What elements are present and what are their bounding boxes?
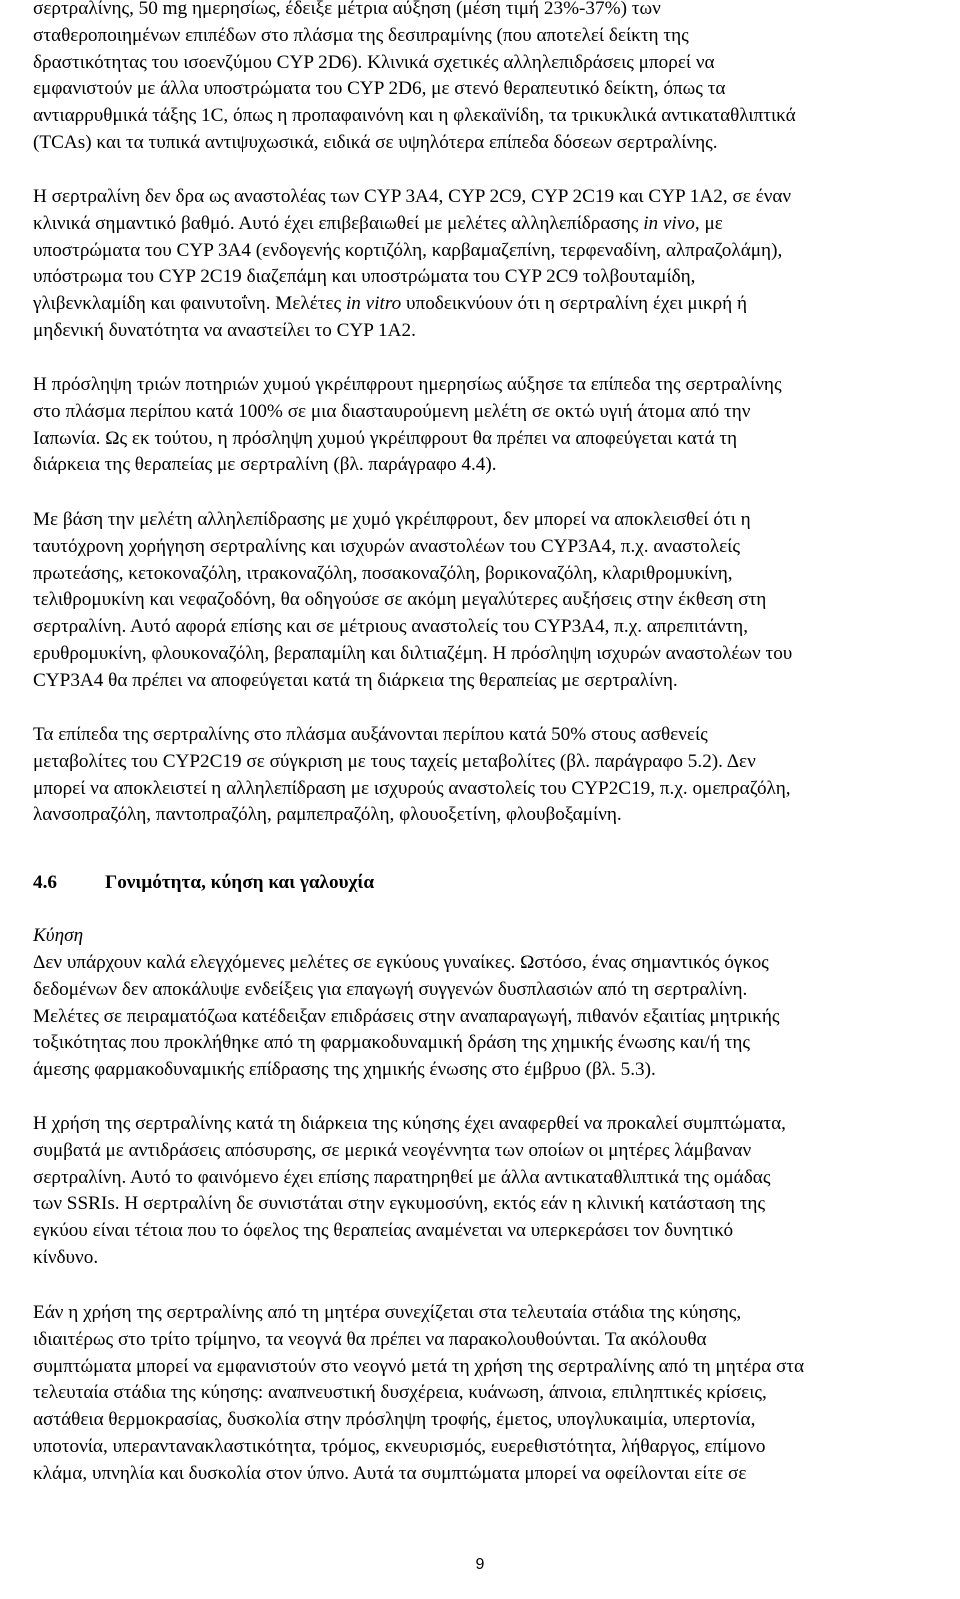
paragraph-cyp-inhibitors: [33, 184, 933, 345]
text-line: λανσοπραζόλη, παντοπραζόλη, ραμπεπραζόλη, φλουοξετίνη, φλουβοξαμίνη.: [33, 804, 622, 826]
paragraph-cyp3a4-inhibitors: [33, 507, 933, 695]
text-line: υπόστρωμα του CYP 2C19 διαζεπάμη και υποστρώματα του CYP 2C9 τολβουταμίδη,: [33, 266, 696, 288]
text-line: στο πλάσμα περίπου κατά 100% σε μια διασταυρούμενη μελέτη σε οκτώ υγιή άτομα από την: [33, 400, 751, 422]
text-line: σταθεροποιημένων επιπέδων στο πλάσμα της δεσιπραμίνης (που αποτελεί δείκτη της: [33, 24, 689, 46]
paragraph-withdrawal-symptoms: [33, 1111, 933, 1272]
text-line: εγκύου είναι τέτοια που το όφελος της θεραπείας αναμένεται να υπερκεράσει τον δυνητικό: [33, 1220, 734, 1242]
text-line: υποτονία, υπεραντανακλαστικότητα, τρόμος, εκνευρισμός, ευερεθιστότητα, λήθαργος, επίμονο: [33, 1435, 766, 1457]
text-line: [33, 291, 933, 318]
text-line: [33, 211, 933, 238]
section-title: Γονιμότητα, κύηση και γαλουχία: [105, 872, 375, 893]
text-line: σερτραλίνη. Αυτό το φαινόμενο έχει επίσης παρατηρηθεί με άλλα αντικαταθλιπτικά της ομάδας: [33, 1166, 771, 1188]
paragraph-cyp2c19: [33, 722, 933, 829]
text-segment: κλινικά σημαντικό βαθμό. Αυτό έχει επιβεβαιωθεί με μελέτες αλληλεπίδρασης: [33, 212, 644, 234]
text-line: Με βάση την μελέτη αλληλεπίδρασης με χυμό γκρέιπφρουτ, δεν μπορεί να αποκλεισθεί ότι η: [33, 509, 751, 530]
section-heading: [33, 870, 374, 897]
text-segment: γλιβενκλαμίδη και φαινυτοΐνη. Μελέτες: [33, 293, 346, 315]
text-segment: υποδεικνύουν ότι η σερτραλίνη έχει μικρή ή: [401, 293, 747, 315]
text-line: ερυθρομυκίνη, φλουκοναζόλη, βεραπαμίλη και διλτιαζέμη. Η πρόσληψη ισχυρών αναστολέων του: [33, 642, 793, 664]
paragraph-neonatal-monitoring: [33, 1300, 933, 1488]
text-line: μπορεί να αποκλειστεί η αλληλεπίδραση με ισχυρούς αναστολείς του CYP2C19, π.χ. ομεπραζόλη,: [33, 777, 791, 799]
text-line: τελευταία στάδια της κύησης: αναπνευστική δυσχέρεια, κυάνωση, άπνοια, επιληπτικές κρίσεις,: [33, 1382, 767, 1404]
subheading-pregnancy: Κύηση: [33, 925, 84, 946]
text-line: κίνδυνο.: [33, 1246, 99, 1268]
italic-term: in vivo: [643, 212, 695, 234]
text-line: ταυτόχρονη χορήγηση σερτραλίνης και ισχυρών αναστολέων του CYP3A4, π.χ. αναστολείς: [33, 535, 740, 557]
text-line: πρωτεάσης, κετοκοναζόλη, ιτρακοναζόλη, ποσακοναζόλη, βορικοναζόλη, κλαριθρομυκίνη,: [33, 562, 733, 584]
text-line: Η σερτραλίνη δεν δρα ως αναστολέας των CYP 3A4, CYP 2C9, CYP 2C19 και CYP 1A2, σε έναν: [33, 186, 792, 207]
text-line: συμβατά με αντιδράσεις απόσυρσης, σε μερικά νεογέννητα των οποίων οι μητέρες λάμβαναν: [33, 1139, 752, 1161]
text-line: Η χρήση της σερτραλίνης κατά τη διάρκεια της κύησης έχει αναφερθεί να προκαλεί συμπτώματα,: [33, 1113, 786, 1134]
text-line: διάρκεια της θεραπείας με σερτραλίνη (βλ. παράγραφο 4.4).: [33, 454, 497, 476]
text-line: μεταβολίτες του CYP2C19 σε σύγκριση με τους ταχείς μεταβολίτες (βλ. παράγραφο 5.2). Δεν: [33, 750, 756, 772]
text-line: υποστρώματα του CYP 3A4 (ενδογενής κορτιζόλη, καρβαμαζεπίνη, τερφεναδίνη, αλπραζολάμη),: [33, 239, 783, 261]
text-line: Εάν η χρήση της σερτραλίνης από τη μητέρα συνεχίζεται στα τελευταία στάδια της κύησης,: [33, 1302, 742, 1323]
text-line: εμφανιστούν με άλλα υποστρώματα του CYP 2D6, με στενό θεραπευτικό δείκτη, όπως τα: [33, 78, 726, 100]
text-line: συμπτώματα μπορεί να εμφανιστούν στο νεογνό μετά τη χρήση της σερτραλίνης από τη μητέρα στα: [33, 1355, 805, 1377]
text-line: Τα επίπεδα της σερτραλίνης στο πλάσμα αυξάνονται περίπου κατά 50% στους ασθενείς: [33, 724, 708, 745]
text-line: των SSRIs. Η σερτραλίνη δε συνιστάται στην εγκυμοσύνη, εκτός εάν η κλινική κατάσταση της: [33, 1193, 766, 1215]
text-line: αντιαρρυθμικά τάξης 1C, όπως η προπαφαινόνη και η φλεκαϊνίδη, τα τρικυκλικά αντικαταθλιπτικά: [33, 105, 796, 127]
text-line: τοξικότητας που προκλήθηκε από τη φαρμακοδυναμική δράση της χημικής ένωσης και/ή της: [33, 1032, 750, 1054]
text-line: Μελέτες σε πειραματόζωα κατέδειξαν επιδράσεις στην αναπαραγωγή, πιθανόν εξαιτίας μητρικής: [33, 1005, 780, 1027]
text-line: δεδομένων δεν αποκάλυψε ενδείξεις για επαγωγή συγγενών δυσπλασιών από τη σερτραλίνη.: [33, 978, 748, 1000]
text-line: τελιθρομυκίνη και νεφαζοδόνη, θα οδηγούσε σε ακόμη μεγαλύτερες αυξήσεις στην έκθεση στη: [33, 589, 767, 611]
text-line: (TCAs) και τα τυπικά αντιψυχωσικά, ειδικά σε υψηλότερα επίπεδα δόσεων σερτραλίνης.: [33, 131, 718, 153]
paragraph-grapefruit: [33, 372, 933, 479]
text-line: σερτραλίνης, 50 mg ημερησίως, έδειξε μέτρια αύξηση (μέση τιμή 23%-37%) των: [33, 0, 661, 19]
text-line: Η πρόσληψη τριών ποτηριών χυμού γκρέιπφρουτ ημερησίως αύξησε τα επίπεδα της σερτραλίνης: [33, 374, 782, 395]
text-line: μηδενική δυνατότητα να αναστείλει το CYP 1A2.: [33, 319, 416, 341]
paragraph-cyp2d6-interactions: [33, 0, 933, 157]
text-line: Ιαπωνία. Ως εκ τούτου, η πρόσληψη χυμού γκρέιπφρουτ θα πρέπει να αποφεύγεται κατά τη: [33, 427, 738, 449]
paragraph-pregnancy-studies: [33, 950, 933, 1084]
text-line: αστάθεια θερμοκρασίας, δυσκολία στην πρόσληψη τροφής, έμετος, υπογλυκαιμία, υπερτονία,: [33, 1409, 756, 1431]
italic-term: in vitro: [345, 293, 402, 315]
section-number: 4.6: [33, 872, 57, 893]
page-number: 9: [475, 1556, 485, 1573]
text-segment: , με: [694, 212, 723, 234]
text-line: δραστικότητας του ισοενζύμου CYP 2D6). Κλινικά σχετικές αλληλεπιδράσεις μπορεί να: [33, 51, 715, 73]
text-line: CYP3A4 θα πρέπει να αποφεύγεται κατά τη διάρκεια της θεραπείας με σερτραλίνη.: [33, 669, 678, 691]
text-line: Δεν υπάρχουν καλά ελεγχόμενες μελέτες σε εγκύους γυναίκες. Ωστόσο, ένας σημαντικός όγκος: [33, 952, 769, 973]
text-line: κλάμα, υπνηλία και δυσκολία στον ύπνο. Αυτά τα συμπτώματα μπορεί να οφείλονται είτε σε: [33, 1462, 747, 1484]
text-line: άμεσης φαρμακοδυναμικής επίδρασης της χημικής ένωσης στο έμβρυο (βλ. 5.3).: [33, 1059, 656, 1081]
text-line: ιδιαιτέρως στο τρίτο τρίμηνο, τα νεογνά θα πρέπει να παρακολουθούνται. Τα ακόλουθα: [33, 1328, 707, 1350]
text-line: σερτραλίνη. Αυτό αφορά επίσης και σε μέτριους αναστολείς του CYP3A4, π.χ. απρεπιτάντη,: [33, 616, 749, 638]
